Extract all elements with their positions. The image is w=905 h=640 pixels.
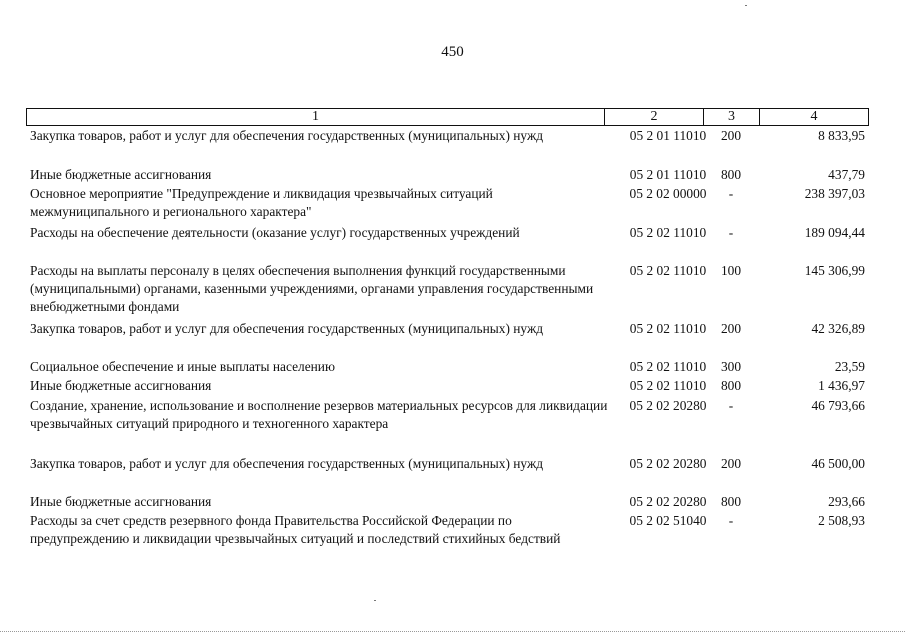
row-name: Основное мероприятие "Предупреждение и ликвидация чрезвычайных ситуаций межмуниципального и регионального характера" — [30, 186, 493, 219]
row-amount: 145 306,99 — [804, 263, 865, 278]
row-name: Иные бюджетные ассигнования — [30, 167, 212, 182]
row-type: - — [728, 225, 734, 240]
row-name: Расходы на обеспечение деятельности (оказание услуг) государственных учреждений — [30, 225, 520, 240]
row-type: 800 — [720, 378, 742, 393]
row-code: 05 2 02 00000 — [629, 186, 707, 201]
column-header-1: 1 — [27, 109, 605, 126]
row-name: Закупка товаров, работ и услуг для обеспечения государственных (муниципальных) нужд — [30, 128, 544, 143]
row-name: Расходы на выплаты персоналу в целях обеспечения выполнения функций государственными (муниципальными) органами, казенными учреждениями, органами управления государственными внебюджетными фондами — [30, 263, 594, 314]
row-type: 200 — [720, 456, 742, 471]
column-header-4: 4 — [760, 109, 869, 126]
row-type: - — [728, 186, 734, 201]
row-amount: 23,59 — [834, 359, 865, 374]
row-type: - — [728, 398, 734, 413]
row-name: Закупка товаров, работ и услуг для обеспечения государственных (муниципальных) нужд — [30, 456, 544, 471]
row-amount: 46 793,66 — [811, 398, 865, 413]
row-amount: 189 094,44 — [804, 225, 865, 240]
row-type: 200 — [720, 128, 742, 143]
column-header-2: 2 — [605, 109, 704, 126]
row-code: 05 2 02 51040 — [629, 513, 707, 528]
row-code: 05 2 02 11010 — [629, 263, 707, 278]
row-code: 05 2 02 20280 — [629, 494, 707, 509]
row-amount: 46 500,00 — [811, 456, 865, 471]
row-code: 05 2 02 11010 — [629, 378, 707, 393]
row-code: 05 2 01 11010 — [629, 128, 707, 143]
row-name: Создание, хранение, использование и восполнение резервов материальных ресурсов для ликвидации чрезвычайных ситуаций природного и техногенного характера — [30, 398, 608, 431]
column-header-row — [27, 109, 869, 126]
row-amount: 293,66 — [828, 494, 865, 509]
row-name: Иные бюджетные ассигнования — [30, 378, 212, 393]
row-type: 100 — [720, 263, 742, 278]
row-name: Закупка товаров, работ и услуг для обеспечения государственных (муниципальных) нужд — [30, 321, 544, 336]
row-amount: 437,79 — [828, 167, 865, 182]
row-code: 05 2 02 11010 — [629, 321, 707, 336]
row-type: 200 — [720, 321, 742, 336]
row-type: 300 — [720, 359, 742, 374]
row-code: 05 2 01 11010 — [629, 167, 707, 182]
row-amount: 2 508,93 — [818, 513, 865, 528]
row-name: Социальное обеспечение и иные выплаты населению — [30, 359, 335, 374]
scan-edge-line — [0, 631, 905, 632]
row-amount: 8 833,95 — [818, 128, 865, 143]
column-header-table — [26, 108, 869, 126]
row-type: 800 — [720, 167, 742, 182]
column-header-3: 3 — [704, 109, 760, 126]
scan-speck — [745, 5, 747, 6]
row-amount: 42 326,89 — [811, 321, 865, 336]
row-code: 05 2 02 11010 — [629, 225, 707, 240]
scan-speck — [374, 600, 376, 601]
row-name: Иные бюджетные ассигнования — [30, 494, 212, 509]
row-name: Расходы за счет средств резервного фонда Правительства Российской Федерации по предупреждению и ликвидации чрезвычайных ситуаций и последствий стихийных бедствий — [30, 513, 561, 546]
row-amount: 1 436,97 — [818, 378, 865, 393]
page-number: 450 — [441, 44, 464, 60]
row-amount: 238 397,03 — [804, 186, 865, 201]
row-type: - — [728, 513, 734, 528]
row-code: 05 2 02 20280 — [629, 398, 707, 413]
row-type: 800 — [720, 494, 742, 509]
row-code: 05 2 02 20280 — [629, 456, 707, 471]
row-code: 05 2 02 11010 — [629, 359, 707, 374]
